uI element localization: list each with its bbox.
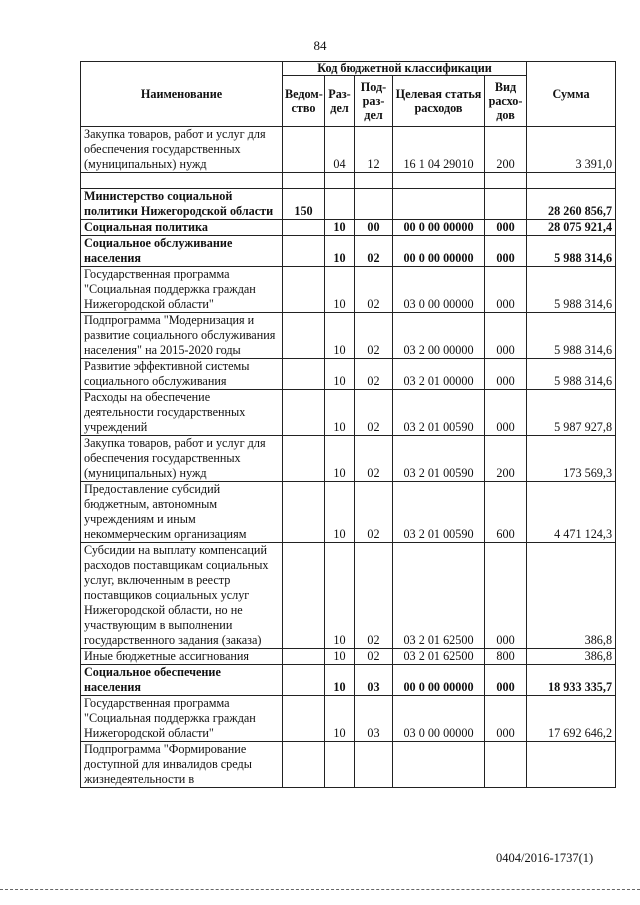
col-header-sum: Сумма — [527, 62, 616, 127]
cell-vedomstvo — [283, 696, 325, 742]
cell-target-article: 03 2 01 00590 — [393, 436, 485, 482]
table-row — [81, 649, 616, 665]
cell-expense-type: 000 — [485, 220, 527, 236]
cell-target-article: 03 2 01 62500 — [393, 543, 485, 649]
cell-razdel: 10 — [325, 696, 355, 742]
cell-razdel: 10 — [325, 313, 355, 359]
table-row — [81, 359, 616, 390]
col-header-podrazdel: Под-раз-дел — [355, 76, 393, 127]
cell-vedomstvo — [283, 267, 325, 313]
cell-name: Предоставление субсидий бюджетным, автономным учреждениям и иным некоммерческим организациям — [81, 482, 283, 543]
cell-name: Закупка товаров, работ и услуг для обеспечения государственных (муниципальных) нужд — [81, 436, 283, 482]
cell-razdel: 10 — [325, 436, 355, 482]
cell-razdel: 10 — [325, 267, 355, 313]
cell-vedomstvo — [283, 390, 325, 436]
cell-podrazdel: 02 — [355, 649, 393, 665]
table-row — [81, 189, 616, 220]
cell-podrazdel: 03 — [355, 696, 393, 742]
cell-vedomstvo — [283, 127, 325, 173]
cell-sum: 386,8 — [527, 543, 616, 649]
table-row — [81, 390, 616, 436]
col-header-name: Наименование — [81, 62, 283, 127]
cell-sum — [527, 742, 616, 788]
cell-expense-type: 000 — [485, 665, 527, 696]
document-code: 0404/2016-1737(1) — [496, 851, 594, 865]
page-edge-line — [0, 889, 640, 890]
cell-target-article: 03 0 00 00000 — [393, 696, 485, 742]
cell-razdel: 10 — [325, 482, 355, 543]
cell-podrazdel: 02 — [355, 267, 393, 313]
cell-expense-type — [485, 173, 527, 189]
cell-expense-type: 000 — [485, 390, 527, 436]
col-header-target-article: Целевая статья расходов — [393, 76, 485, 127]
cell-target-article — [393, 189, 485, 220]
cell-razdel: 10 — [325, 359, 355, 390]
cell-razdel: 10 — [325, 236, 355, 267]
cell-podrazdel: 02 — [355, 313, 393, 359]
table-row — [81, 236, 616, 267]
cell-vedomstvo: 150 — [283, 189, 325, 220]
cell-name: Закупка товаров, работ и услуг для обеспечения государственных (муниципальных) нужд — [81, 127, 283, 173]
cell-vedomstvo — [283, 482, 325, 543]
cell-expense-type: 000 — [485, 543, 527, 649]
cell-podrazdel: 02 — [355, 390, 393, 436]
cell-vedomstvo — [283, 173, 325, 189]
cell-sum: 4 471 124,3 — [527, 482, 616, 543]
cell-podrazdel: 02 — [355, 482, 393, 543]
cell-podrazdel: 12 — [355, 127, 393, 173]
cell-podrazdel: 02 — [355, 436, 393, 482]
cell-sum: 173 569,3 — [527, 436, 616, 482]
col-header-vedomstvo: Ведом-ство — [283, 76, 325, 127]
table-row — [81, 127, 616, 173]
col-header-expense-type: Вид расхо-дов — [485, 76, 527, 127]
cell-expense-type: 000 — [485, 236, 527, 267]
cell-podrazdel — [355, 173, 393, 189]
col-header-classification: Код бюджетной классификации — [283, 62, 527, 76]
cell-sum: 5 988 314,6 — [527, 359, 616, 390]
cell-target-article: 00 0 00 00000 — [393, 665, 485, 696]
cell-vedomstvo — [283, 236, 325, 267]
cell-podrazdel: 02 — [355, 236, 393, 267]
cell-name: Социальное обслуживание населения — [81, 236, 283, 267]
cell-vedomstvo — [283, 359, 325, 390]
cell-sum: 386,8 — [527, 649, 616, 665]
cell-podrazdel: 02 — [355, 359, 393, 390]
cell-expense-type: 000 — [485, 313, 527, 359]
cell-sum: 5 987 927,8 — [527, 390, 616, 436]
cell-target-article: 03 2 01 00590 — [393, 482, 485, 543]
cell-expense-type: 800 — [485, 649, 527, 665]
cell-expense-type: 600 — [485, 482, 527, 543]
table-body — [81, 127, 616, 788]
table-row — [81, 267, 616, 313]
cell-vedomstvo — [283, 649, 325, 665]
cell-razdel: 10 — [325, 390, 355, 436]
cell-sum: 5 988 314,6 — [527, 236, 616, 267]
cell-name: Государственная программа "Социальная поддержка граждан Нижегородской области" — [81, 696, 283, 742]
cell-sum: 17 692 646,2 — [527, 696, 616, 742]
cell-expense-type: 200 — [485, 127, 527, 173]
cell-vedomstvo — [283, 436, 325, 482]
cell-razdel — [325, 173, 355, 189]
header-row-top — [81, 62, 616, 76]
cell-name: Субсидии на выплату компенсаций расходов поставщикам социальных услуг, включенным в реестр поставщиков социальных услуг Нижегородской области, но не участвующим в выполнении государственного задания (заказа) — [81, 543, 283, 649]
table-row — [81, 220, 616, 236]
cell-name — [81, 173, 283, 189]
cell-sum: 5 988 314,6 — [527, 267, 616, 313]
cell-name: Подпрограмма "Модернизация и развитие социального обслуживания населения" на 2015-2020 годы — [81, 313, 283, 359]
cell-expense-type: 000 — [485, 696, 527, 742]
cell-razdel: 10 — [325, 649, 355, 665]
cell-razdel: 04 — [325, 127, 355, 173]
table-row — [81, 173, 616, 189]
cell-podrazdel — [355, 189, 393, 220]
table-row — [81, 436, 616, 482]
page-number: 84 — [313, 38, 327, 53]
cell-podrazdel — [355, 742, 393, 788]
cell-target-article: 03 2 01 00000 — [393, 359, 485, 390]
cell-name: Расходы на обеспечение деятельности государственных учреждений — [81, 390, 283, 436]
budget-table — [80, 61, 616, 788]
cell-target-article: 03 2 01 62500 — [393, 649, 485, 665]
cell-podrazdel: 03 — [355, 665, 393, 696]
table-row — [81, 543, 616, 649]
cell-name: Подпрограмма "Формирование доступной для инвалидов среды жизнедеятельности в — [81, 742, 283, 788]
cell-name: Государственная программа "Социальная поддержка граждан Нижегородской области" — [81, 267, 283, 313]
cell-expense-type — [485, 742, 527, 788]
cell-target-article: 00 0 00 00000 — [393, 220, 485, 236]
cell-sum: 28 075 921,4 — [527, 220, 616, 236]
cell-name: Развитие эффективной системы социального обслуживания — [81, 359, 283, 390]
cell-razdel — [325, 189, 355, 220]
cell-name: Социальная политика — [81, 220, 283, 236]
cell-target-article: 03 2 00 00000 — [393, 313, 485, 359]
cell-target-article: 00 0 00 00000 — [393, 236, 485, 267]
cell-target-article: 03 0 00 00000 — [393, 267, 485, 313]
cell-target-article — [393, 173, 485, 189]
cell-razdel: 10 — [325, 543, 355, 649]
cell-target-article: 03 2 01 00590 — [393, 390, 485, 436]
table-row — [81, 696, 616, 742]
cell-podrazdel: 00 — [355, 220, 393, 236]
cell-sum — [527, 173, 616, 189]
cell-vedomstvo — [283, 742, 325, 788]
col-header-razdel: Раз-дел — [325, 76, 355, 127]
cell-name: Иные бюджетные ассигнования — [81, 649, 283, 665]
cell-expense-type — [485, 189, 527, 220]
table-row — [81, 313, 616, 359]
cell-razdel: 10 — [325, 665, 355, 696]
cell-vedomstvo — [283, 543, 325, 649]
cell-expense-type: 200 — [485, 436, 527, 482]
cell-sum: 3 391,0 — [527, 127, 616, 173]
cell-name: Министерство социальной политики Нижегородской области — [81, 189, 283, 220]
cell-expense-type: 000 — [485, 267, 527, 313]
cell-sum: 18 933 335,7 — [527, 665, 616, 696]
cell-target-article — [393, 742, 485, 788]
table-row — [81, 482, 616, 543]
cell-name: Социальное обеспечение населения — [81, 665, 283, 696]
cell-razdel — [325, 742, 355, 788]
table-row — [81, 742, 616, 788]
cell-expense-type: 000 — [485, 359, 527, 390]
cell-vedomstvo — [283, 220, 325, 236]
cell-vedomstvo — [283, 665, 325, 696]
cell-vedomstvo — [283, 313, 325, 359]
cell-target-article: 16 1 04 29010 — [393, 127, 485, 173]
cell-razdel: 10 — [325, 220, 355, 236]
cell-sum: 28 260 856,7 — [527, 189, 616, 220]
table-row — [81, 665, 616, 696]
cell-podrazdel: 02 — [355, 543, 393, 649]
cell-sum: 5 988 314,6 — [527, 313, 616, 359]
